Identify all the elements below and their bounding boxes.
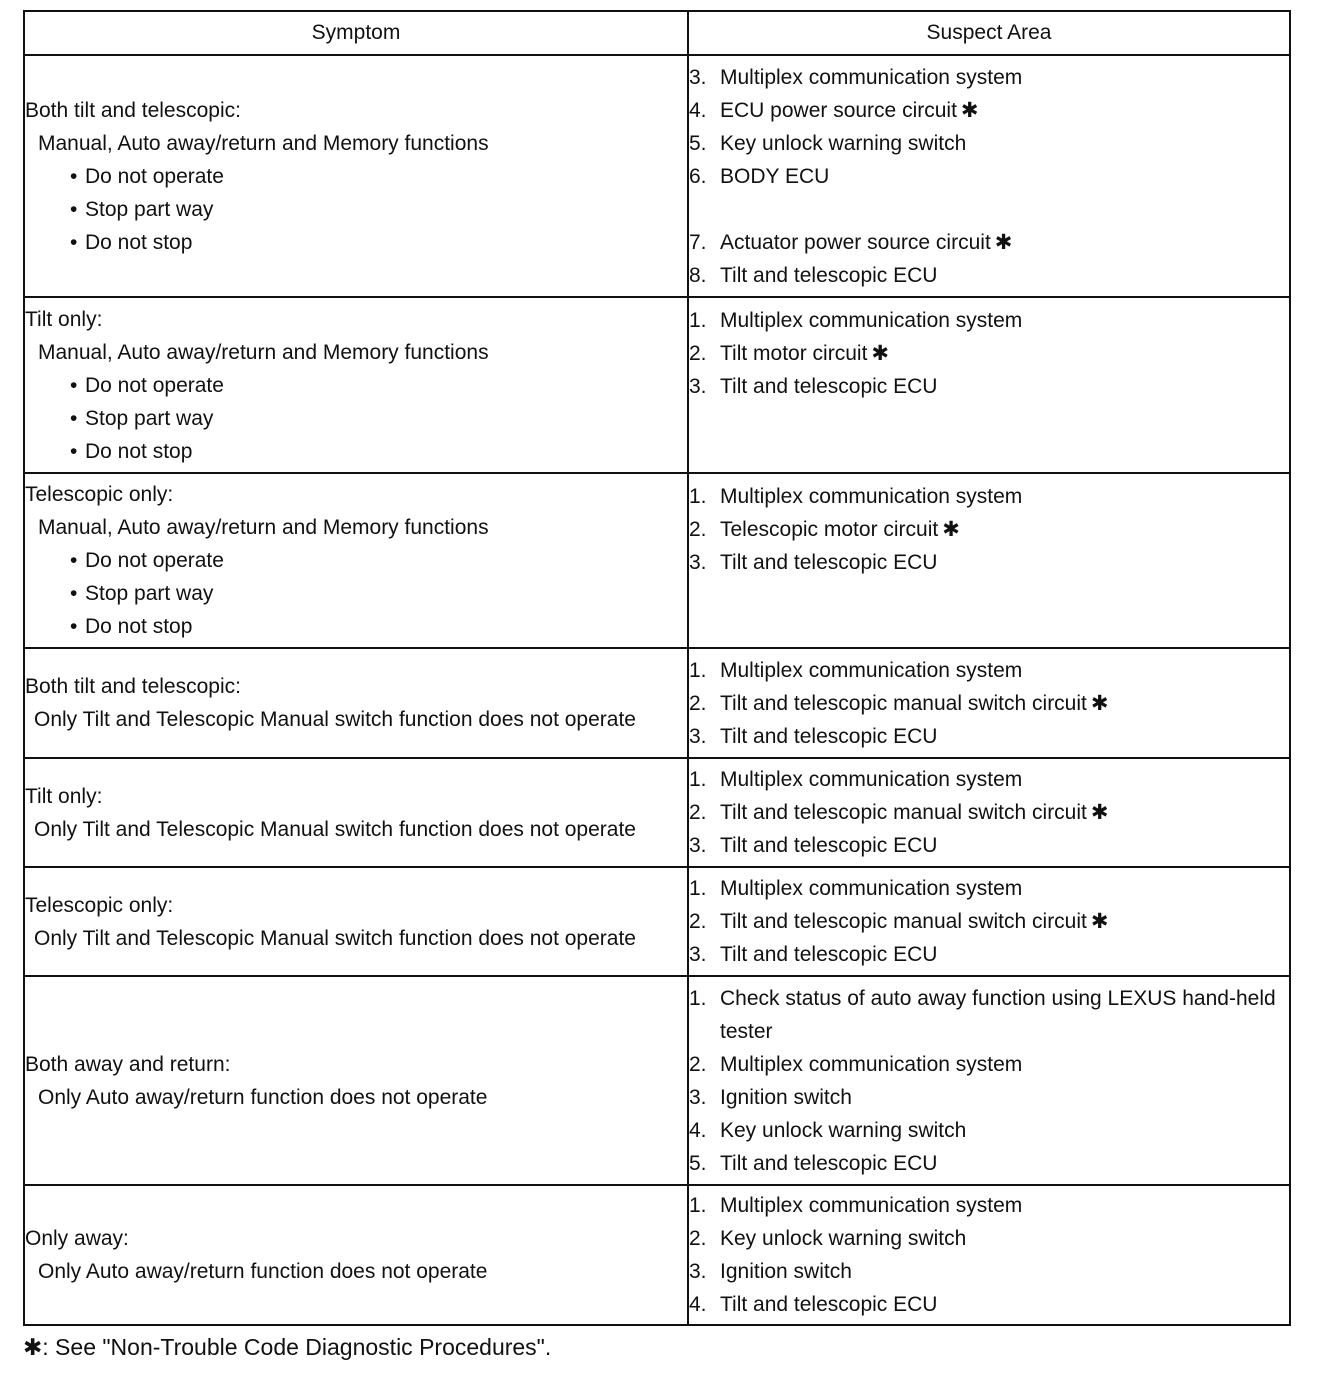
- bullet-icon: •: [70, 406, 78, 430]
- symptom-line: [25, 813, 687, 846]
- symptom-text: Do not operate: [85, 164, 224, 188]
- suspect-item: [689, 905, 1289, 938]
- suspect-area-cell: [688, 473, 1290, 648]
- symptom-line: [25, 336, 687, 369]
- suspect-number: 2.: [689, 1052, 707, 1076]
- symptom-text: Only Tilt and Telescopic Manual switch function does not operate: [34, 817, 636, 841]
- symptom-cell: [24, 648, 688, 758]
- asterisk-icon: ✱: [994, 230, 1013, 254]
- suspect-number: 5.: [689, 1151, 707, 1175]
- suspect-label: [720, 304, 1289, 337]
- symptom-line: [25, 478, 687, 511]
- suspect-label: [720, 982, 1289, 1048]
- suspect-number: 2.: [689, 910, 707, 933]
- suspect-text: Tilt and telescopic manual switch circuit: [720, 910, 1087, 933]
- suspect-text: Check status of auto away function using LEXUS hand-held tester: [720, 986, 1276, 1043]
- symptom-cell: [24, 297, 688, 473]
- suspect-item: [689, 982, 1289, 1048]
- suspect-number: 3.: [689, 1085, 707, 1109]
- suspect-text: BODY ECU: [720, 164, 830, 188]
- symptom-cell: [24, 1185, 688, 1325]
- table-row: [24, 297, 1290, 473]
- suspect-label: [720, 226, 1289, 259]
- bullet-icon: •: [70, 197, 78, 221]
- suspect-item: [689, 370, 1289, 403]
- suspect-number: 8.: [689, 263, 707, 287]
- symptom-cell: [24, 55, 688, 297]
- symptom-text: Tilt only:: [25, 307, 103, 331]
- symptom-text: Stop part way: [85, 582, 214, 605]
- symptom-text: Manual, Auto away/return and Memory functions: [38, 131, 489, 155]
- symptom-text: Both tilt and telescopic:: [25, 98, 241, 122]
- suspect-label: [720, 127, 1289, 160]
- suspect-number: 3.: [689, 1260, 707, 1283]
- suspect-label: [720, 1288, 1289, 1321]
- symptom-text: Telescopic only:: [25, 483, 174, 506]
- suspect-text: Multiplex communication system: [720, 1194, 1023, 1217]
- symptom-line: [25, 1222, 687, 1255]
- bullet-icon: •: [70, 582, 78, 605]
- suspect-number: 1.: [689, 986, 707, 1010]
- suspect-number: 3.: [689, 551, 707, 574]
- symptom-text: Only Auto away/return function does not operate: [38, 1085, 488, 1109]
- symptom-text: Stop part way: [85, 406, 214, 430]
- suspect-number: 3.: [689, 724, 707, 748]
- bullet-icon: •: [70, 549, 78, 572]
- suspect-label: [720, 872, 1289, 905]
- symptom-column-header: Symptom: [24, 11, 688, 55]
- symptom-cell: [24, 758, 688, 867]
- suspect-number: 2.: [689, 518, 707, 541]
- suspect-text: Ignition switch: [720, 1085, 852, 1109]
- suspect-number: 3.: [689, 65, 707, 89]
- symptom-line: [25, 1081, 687, 1114]
- asterisk-icon: ✱: [23, 1334, 43, 1360]
- asterisk-icon: ✱: [1090, 801, 1109, 824]
- suspect-label: [720, 687, 1289, 720]
- suspect-label: [720, 546, 1289, 579]
- suspect-area-cell: [688, 976, 1290, 1185]
- symptom-text: Stop part way: [85, 197, 214, 221]
- symptom-text: Only Auto away/return function does not operate: [38, 1260, 488, 1283]
- symptom-bullet-line: [25, 577, 687, 610]
- suspect-number: 2.: [689, 801, 707, 824]
- table-row: [24, 758, 1290, 867]
- table-row: [24, 55, 1290, 297]
- symptom-line: [25, 889, 687, 922]
- suspect-number: 4.: [689, 98, 707, 122]
- table-row: [24, 1185, 1290, 1325]
- symptom-bullet-line: [25, 160, 687, 193]
- symptom-text: Do not stop: [85, 230, 193, 254]
- symptom-text: Manual, Auto away/return and Memory functions: [38, 516, 489, 539]
- bullet-icon: •: [70, 439, 78, 463]
- suspect-area-column-header: Suspect Area: [688, 11, 1290, 55]
- suspect-number: 5.: [689, 131, 707, 155]
- symptom-text: Both away and return:: [25, 1052, 231, 1076]
- suspect-item: [689, 160, 1289, 193]
- suspect-label: [720, 796, 1289, 829]
- symptom-text: Only away:: [25, 1227, 129, 1250]
- suspect-text: Actuator power source circuit: [720, 230, 991, 254]
- suspect-item: [689, 829, 1289, 862]
- suspect-item: [689, 546, 1289, 579]
- suspect-text: Key unlock warning switch: [720, 1227, 967, 1250]
- suspect-number: 1.: [689, 877, 707, 900]
- suspect-number: 1.: [689, 768, 707, 791]
- suspect-text: Multiplex communication system: [720, 658, 1023, 682]
- suspect-text: Tilt and telescopic ECU: [720, 1293, 938, 1316]
- symptom-text: Do not stop: [85, 615, 193, 638]
- suspect-text: ECU power source circuit: [720, 98, 957, 122]
- symptom-text: Do not operate: [85, 549, 224, 572]
- bullet-icon: •: [70, 164, 78, 188]
- suspect-label: [720, 513, 1289, 546]
- asterisk-icon: ✱: [1090, 691, 1109, 715]
- symptom-line: [25, 922, 687, 955]
- bullet-icon: •: [70, 373, 78, 397]
- bullet-icon: •: [70, 230, 78, 254]
- table-header-row: [24, 11, 1290, 55]
- suspect-item: [689, 304, 1289, 337]
- suspect-item: [689, 337, 1289, 370]
- symptom-bullet-line: [25, 226, 687, 259]
- symptom-bullet-line: [25, 544, 687, 577]
- suspect-text: Key unlock warning switch: [720, 131, 967, 155]
- suspect-item: [689, 1048, 1289, 1081]
- suspect-text: Tilt and telescopic ECU: [720, 834, 938, 857]
- suspect-item: [689, 226, 1289, 259]
- symptom-bullet-line: [25, 369, 687, 402]
- symptom-line: [25, 1048, 687, 1081]
- asterisk-icon: ✱: [960, 98, 979, 122]
- suspect-item: [689, 513, 1289, 546]
- symptom-cell: [24, 976, 688, 1185]
- suspect-label: [720, 763, 1289, 796]
- footnote: [23, 1332, 551, 1362]
- suspect-text: Tilt and telescopic ECU: [720, 724, 938, 748]
- suspect-label: [720, 160, 1289, 193]
- suspect-item: [689, 1081, 1289, 1114]
- symptom-bullet-line: [25, 435, 687, 468]
- spacer: [689, 193, 1289, 226]
- suspect-item: [689, 480, 1289, 513]
- suspect-item: [689, 1255, 1289, 1288]
- suspect-text: Multiplex communication system: [720, 485, 1023, 508]
- suspect-label: [720, 1255, 1289, 1288]
- suspect-number: 1.: [689, 309, 707, 332]
- suspect-text: Tilt and telescopic ECU: [720, 263, 938, 287]
- suspect-number: 3.: [689, 375, 707, 398]
- suspect-text: Tilt and telescopic ECU: [720, 375, 938, 398]
- suspect-number: 3.: [689, 834, 707, 857]
- suspect-number: 1.: [689, 485, 707, 508]
- symptom-cell: [24, 473, 688, 648]
- suspect-number: 2.: [689, 1227, 707, 1250]
- symptom-line: [25, 703, 687, 736]
- suspect-number: 2.: [689, 691, 707, 715]
- suspect-item: [689, 1147, 1289, 1180]
- suspect-text: Multiplex communication system: [720, 65, 1023, 89]
- suspect-area-cell: [688, 758, 1290, 867]
- suspect-item: [689, 1222, 1289, 1255]
- suspect-item: [689, 259, 1289, 292]
- suspect-text: Telescopic motor circuit: [720, 518, 939, 541]
- asterisk-icon: ✱: [1090, 910, 1109, 933]
- symptom-bullet-line: [25, 193, 687, 226]
- suspect-text: Multiplex communication system: [720, 877, 1023, 900]
- bullet-icon: •: [70, 615, 78, 638]
- suspect-label: [720, 337, 1289, 370]
- suspect-area-table: [23, 10, 1291, 1326]
- suspect-text: Multiplex communication system: [720, 309, 1023, 332]
- symptom-text: Both tilt and telescopic:: [25, 675, 241, 698]
- suspect-label: [720, 1114, 1289, 1147]
- suspect-label: [720, 61, 1289, 94]
- symptom-line: [25, 670, 687, 703]
- suspect-text: Ignition switch: [720, 1260, 852, 1283]
- symptom-text: Manual, Auto away/return and Memory functions: [38, 340, 489, 364]
- suspect-label: [720, 654, 1289, 687]
- suspect-number: 2.: [689, 342, 707, 365]
- suspect-item: [689, 938, 1289, 971]
- suspect-number: 1.: [689, 658, 707, 682]
- suspect-item: [689, 654, 1289, 687]
- table-row: [24, 648, 1290, 758]
- table-row: [24, 867, 1290, 976]
- suspect-item: [689, 796, 1289, 829]
- suspect-label: [720, 905, 1289, 938]
- suspect-area-cell: [688, 648, 1290, 758]
- suspect-item: [689, 1114, 1289, 1147]
- suspect-item: [689, 61, 1289, 94]
- suspect-area-cell: [688, 867, 1290, 976]
- suspect-label: [720, 259, 1289, 292]
- suspect-text: Tilt and telescopic manual switch circuit: [720, 691, 1087, 715]
- suspect-item: [689, 1288, 1289, 1321]
- suspect-area-cell: [688, 55, 1290, 297]
- suspect-text: Key unlock warning switch: [720, 1118, 967, 1142]
- suspect-text: Tilt and telescopic ECU: [720, 551, 938, 574]
- suspect-label: [720, 480, 1289, 513]
- symptom-text: Only Tilt and Telescopic Manual switch function does not operate: [34, 708, 636, 731]
- table-row: [24, 473, 1290, 648]
- suspect-label: [720, 1081, 1289, 1114]
- symptom-bullet-line: [25, 610, 687, 643]
- suspect-number: 6.: [689, 164, 707, 188]
- asterisk-icon: ✱: [871, 342, 890, 365]
- suspect-label: [720, 938, 1289, 971]
- suspect-text: Tilt and telescopic ECU: [720, 1151, 938, 1175]
- footnote-text: : See "Non-Trouble Code Diagnostic Procedures".: [42, 1334, 552, 1360]
- symptom-text: Only Tilt and Telescopic Manual switch function does not operate: [34, 926, 636, 950]
- suspect-item: [689, 720, 1289, 753]
- symptom-bullet-line: [25, 402, 687, 435]
- suspect-label: [720, 94, 1289, 127]
- suspect-text: Tilt and telescopic ECU: [720, 943, 938, 966]
- suspect-item: [689, 1189, 1289, 1222]
- symptom-line: [25, 127, 687, 160]
- symptom-text: Telescopic only:: [25, 893, 174, 917]
- suspect-item: [689, 872, 1289, 905]
- suspect-label: [720, 370, 1289, 403]
- symptom-text: Do not stop: [85, 439, 193, 463]
- suspect-number: 3.: [689, 943, 707, 966]
- symptom-text: Tilt only:: [25, 784, 103, 808]
- suspect-area-cell: [688, 1185, 1290, 1325]
- symptom-cell: [24, 867, 688, 976]
- suspect-item: [689, 687, 1289, 720]
- asterisk-icon: ✱: [942, 518, 960, 541]
- suspect-area-cell: [688, 297, 1290, 473]
- symptom-line: [25, 1255, 687, 1288]
- suspect-item: [689, 763, 1289, 796]
- suspect-text: Multiplex communication system: [720, 768, 1023, 791]
- suspect-text: Multiplex communication system: [720, 1052, 1023, 1076]
- suspect-number: 7.: [689, 230, 707, 254]
- suspect-label: [720, 720, 1289, 753]
- suspect-number: 4.: [689, 1293, 707, 1316]
- symptom-line: [25, 780, 687, 813]
- suspect-text: Tilt motor circuit: [720, 342, 868, 365]
- suspect-item: [689, 127, 1289, 160]
- suspect-label: [720, 1048, 1289, 1081]
- suspect-label: [720, 1222, 1289, 1255]
- suspect-text: Tilt and telescopic manual switch circuit: [720, 801, 1087, 824]
- symptom-line: [25, 94, 687, 127]
- suspect-number: 4.: [689, 1118, 707, 1142]
- suspect-label: [720, 1147, 1289, 1180]
- symptom-line: [25, 511, 687, 544]
- table-row: [24, 976, 1290, 1185]
- suspect-number: 1.: [689, 1194, 707, 1217]
- suspect-item: [689, 94, 1289, 127]
- suspect-label: [720, 1189, 1289, 1222]
- symptom-line: [25, 303, 687, 336]
- suspect-label: [720, 829, 1289, 862]
- symptom-text: Do not operate: [85, 373, 224, 397]
